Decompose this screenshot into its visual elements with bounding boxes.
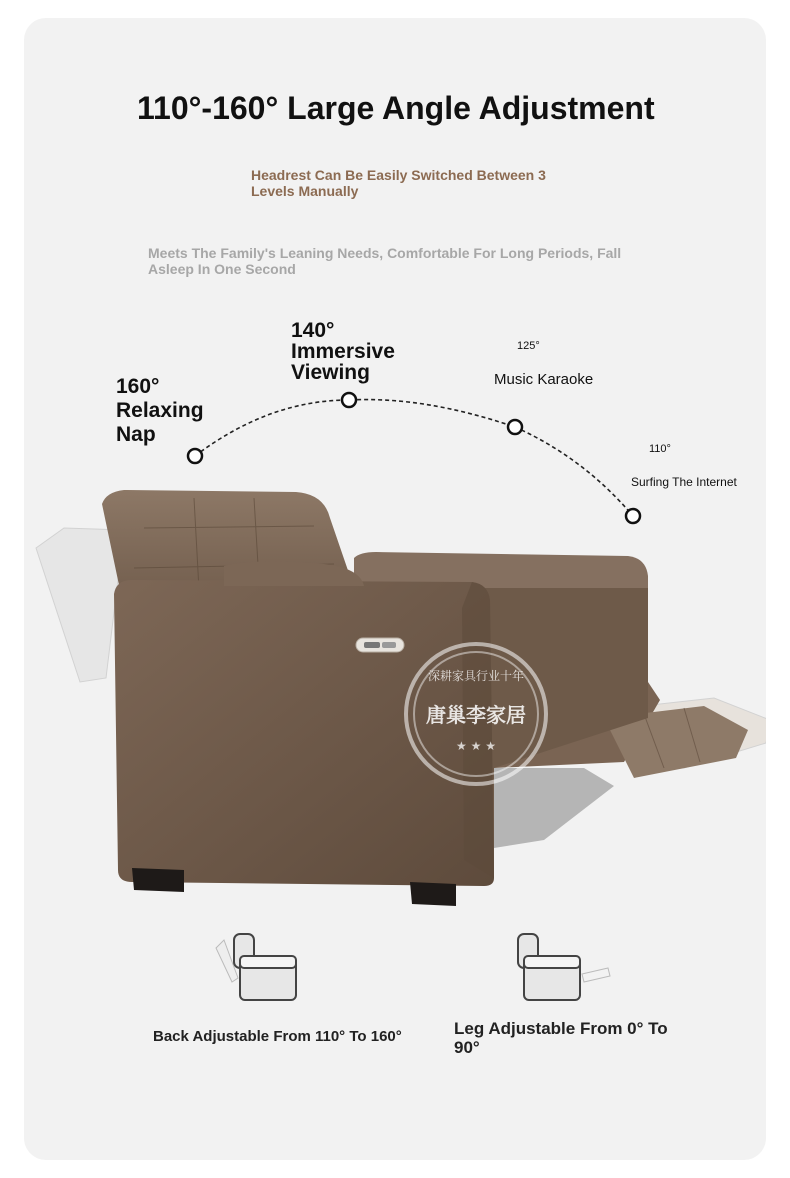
watermark-brand: 唐巢李家居 xyxy=(426,703,526,727)
angle-label-110: Surfing The Internet xyxy=(631,475,737,489)
angle-point-160 xyxy=(188,449,202,463)
angle-degree: 160° xyxy=(116,375,160,398)
product-feature-card xyxy=(24,18,766,1160)
feature-description: Meets The Family's Leaning Needs, Comfortable For Long Periods, Fall Asleep In One Second xyxy=(148,245,622,277)
angle-name: Relaxing Nap xyxy=(116,399,204,446)
angle-label-160 xyxy=(116,375,226,447)
brand-seal-watermark xyxy=(400,638,552,790)
angle-label-125: Music Karaoke xyxy=(494,371,594,388)
back-adjust-caption: Back Adjustable From 110° To 160° xyxy=(153,1028,402,1045)
watermark-top-text: 深耕家具行业十年 xyxy=(427,669,525,683)
angle-name: Immersive Viewing xyxy=(291,340,395,384)
leg-adjust-caption: Leg Adjustable From 0° To 90° xyxy=(454,1019,668,1057)
angle-point-140 xyxy=(342,393,356,407)
angle-degree-125: 125° xyxy=(517,340,540,352)
recliner-leg-icon xyxy=(512,928,612,1008)
angle-label-140 xyxy=(291,320,431,383)
svg-text:★ ★ ★: ★ ★ ★ xyxy=(456,739,496,753)
recliner-back-icon xyxy=(210,928,300,1008)
angle-degree-110: 110° xyxy=(649,443,671,455)
angle-degree: 140° xyxy=(291,319,335,342)
recliner-sofa-image xyxy=(24,468,766,918)
angle-point-125 xyxy=(508,420,522,434)
feature-title: 110°-160° Large Angle Adjustment xyxy=(137,90,655,126)
feature-subtitle: Headrest Can Be Easily Switched Between 3 Levels Manually xyxy=(251,167,546,199)
